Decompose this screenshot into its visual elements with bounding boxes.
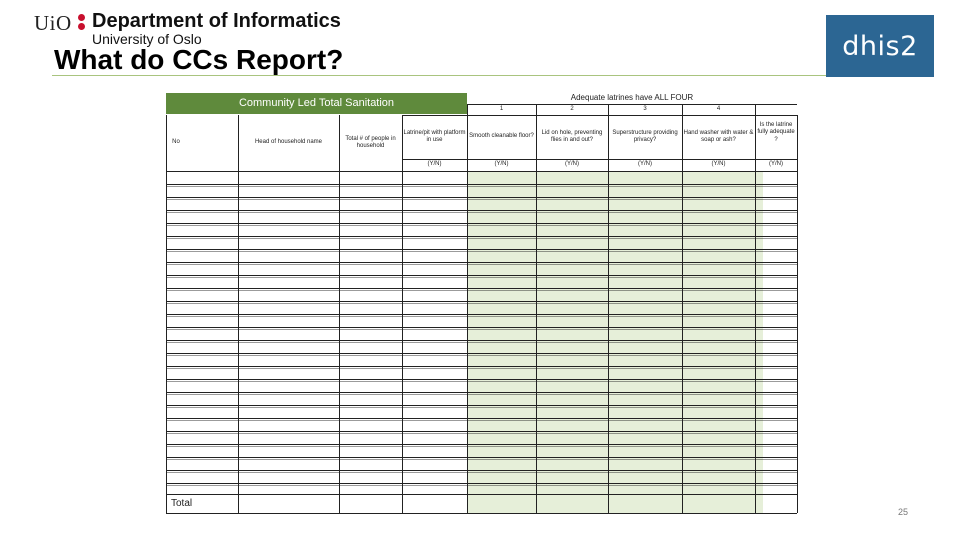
grid-column-line: [608, 104, 609, 513]
grid-row-line: [166, 444, 797, 445]
grid-row-line: [166, 290, 797, 291]
grid-row-line: [166, 472, 797, 473]
grid-row-line: [166, 329, 797, 330]
grid-row-line: [166, 210, 797, 211]
grid-row-line: [166, 197, 797, 198]
yn-label-handwasher: (Y/N): [711, 161, 726, 168]
yn-label-adequate: (Y/N): [769, 161, 783, 168]
grid-row-line: [166, 212, 797, 213]
grid-row-line: [166, 433, 797, 434]
university-name: University of Oslo: [92, 31, 202, 47]
header-line: [402, 159, 797, 160]
grid-row-line: [166, 457, 797, 458]
header-line: [467, 104, 797, 105]
grid-row-line: [166, 277, 797, 278]
grid-column-line: [755, 104, 756, 513]
total-label: Total: [171, 497, 193, 509]
grid-row-line: [166, 236, 797, 237]
grid-row-line: [166, 301, 797, 302]
grid-row-line: [166, 368, 797, 369]
grid-row-line: [166, 420, 797, 421]
grid-row-line: [166, 340, 797, 341]
col-header-fully-adequate: Is the latrine fully adequate ?: [757, 121, 795, 143]
grid-row-line: [166, 394, 797, 395]
col-number-3: 3: [643, 106, 647, 113]
grid-row-line: [166, 303, 797, 304]
grid-row-line: [166, 392, 797, 393]
grid-column-line: [467, 104, 468, 513]
grid-row-line: [166, 262, 797, 263]
grid-row-line: [166, 379, 797, 380]
col-number-1: 1: [499, 106, 504, 113]
grid-row-line: [166, 238, 797, 239]
grid-row-line: [166, 418, 797, 419]
grid-row-line: [166, 342, 797, 343]
col-header-handwasher: Hand washer with water & soap or ash?: [683, 129, 754, 143]
total-row-line: [166, 494, 797, 495]
yn-label-lid: (Y/N): [565, 161, 579, 168]
page-title: What do CCs Report?: [54, 44, 344, 75]
col-header-total-people: Total # of people in household: [345, 135, 396, 149]
grid-row-line: [166, 483, 797, 484]
uio-logo: UiO: [34, 11, 72, 35]
grid-row-line: [166, 431, 797, 432]
grid-row-line: [166, 264, 797, 265]
grid-row-line: [166, 485, 797, 486]
grid-row-line: [166, 199, 797, 200]
dhis2-logo-text: dhis2: [842, 30, 918, 62]
col-header-smooth-floor: Smooth cleanable floor?: [469, 133, 534, 140]
yn-label-superstructure: (Y/N): [638, 161, 652, 168]
grid-column-line: [682, 104, 683, 513]
grid-row-line: [166, 225, 797, 226]
col-number-2: 2: [570, 106, 574, 113]
col-header-no: No: [172, 139, 180, 146]
yn-label-floor: (Y/N): [494, 161, 509, 168]
col-number-4: 4: [716, 106, 721, 113]
grid-bottom-line: [166, 513, 797, 514]
col-header-superstructure: Superstructure providing privacy?: [612, 129, 678, 143]
header-line: [402, 115, 797, 116]
department-name: Department of Informatics: [92, 10, 341, 32]
grid-row-line: [166, 407, 797, 408]
grid-row-line: [166, 446, 797, 447]
grid-row-line: [166, 314, 797, 315]
grid-row-line: [166, 223, 797, 224]
grid-row-line: [166, 184, 797, 185]
header-line: [166, 171, 797, 172]
section-title: Community Led Total Sanitation: [166, 93, 467, 114]
grid-row-line: [166, 327, 797, 328]
page-number: 25: [898, 507, 909, 517]
grid-row-line: [166, 316, 797, 317]
grid-row-line: [166, 355, 797, 356]
grid-row-line: [166, 470, 797, 471]
grid-row-line: [166, 459, 797, 460]
grid-column-line: [797, 115, 798, 513]
yn-label-latrine: (Y/N): [427, 161, 442, 168]
grid-row-line: [166, 251, 797, 252]
grid-row-line: [166, 405, 797, 406]
grid-row-line: [166, 186, 797, 187]
grid-row-line: [166, 275, 797, 276]
grid-row-line: [166, 381, 797, 382]
col-header-lid: Lid on hole, preventing flies in and out?: [541, 129, 603, 143]
grid-row-line: [166, 366, 797, 367]
col-header-latrine-pit: Latrine/pit with platform in use: [403, 129, 466, 143]
col-header-head: Head of household name: [254, 139, 323, 146]
grid-row-line: [166, 288, 797, 289]
grid-row-line: [166, 353, 797, 354]
grid-column-line: [536, 104, 537, 513]
grid-row-line: [166, 249, 797, 250]
adequate-header: Adequate latrines have ALL FOUR: [570, 93, 694, 102]
